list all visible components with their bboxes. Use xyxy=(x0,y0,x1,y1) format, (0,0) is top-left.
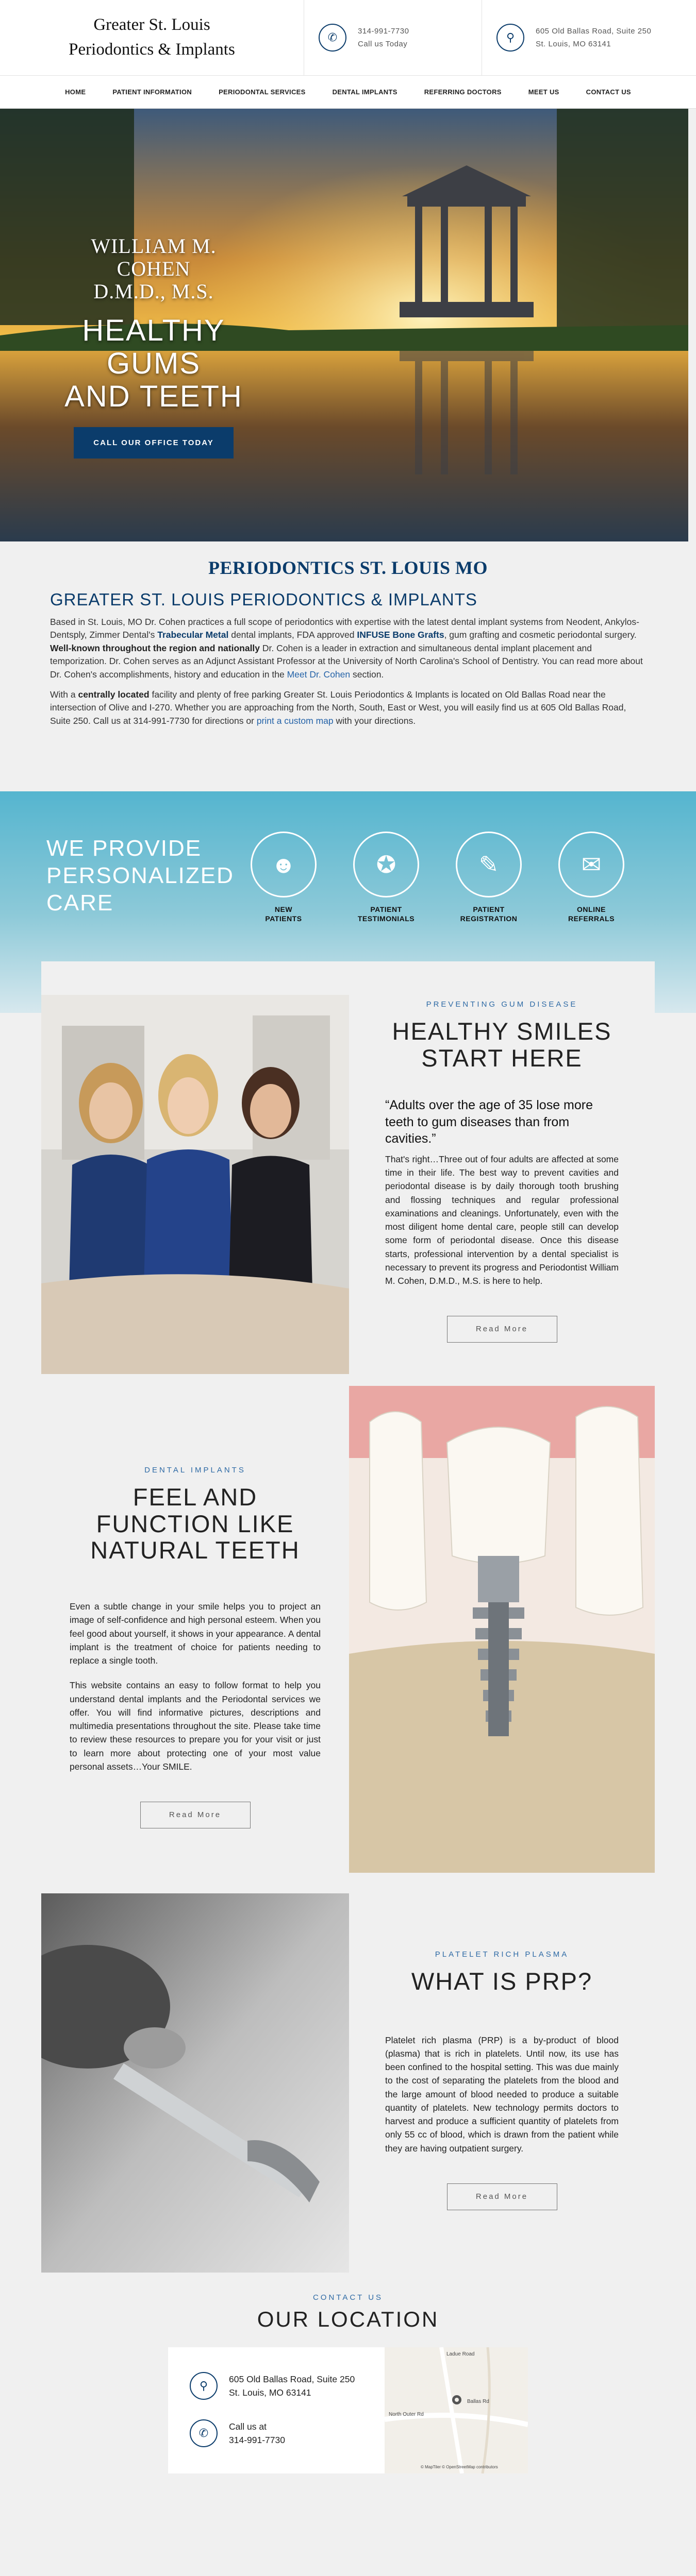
logo-line1: Greater St. Louis xyxy=(93,15,210,35)
new-patient-icon: ☻ xyxy=(251,832,317,897)
gum-kicker: PREVENTING GUM DISEASE xyxy=(426,1000,578,1009)
implants-heading-line1: FEEL AND xyxy=(132,1483,258,1511)
implants-body-2: This website contains an easy to follow format to help you understand dental implants and the Periodontal services we offer. You will find informative pictures, descriptions and multimedia presentations throughout the site. Please take time to review these resources to prepare you for your visit or just to learn more about protecting one of your most value personal assets…Your SMILE. xyxy=(70,1680,321,1772)
print-custom-map-link[interactable]: print a custom map xyxy=(256,715,334,726)
location-call-label: Call us at xyxy=(229,2421,267,2432)
gum-disease-feature xyxy=(41,995,655,1374)
location-kicker: CONTACT US xyxy=(312,2293,384,2302)
dental-instrument-photo xyxy=(41,1893,349,2273)
intro-paragraph-1: Based in St. Louis, MO Dr. Cohen practices a full scope of periodontics with expertise with the latest dental implant systems from Neodent, Ankylos-Dentsply, Zimmer Dental's Trabecular Metal dental implants, FDA approved INFUSE Bone Grafts, gum grafting and cosmetic periodontal surgery. Well-known throughout the region and nationally Dr. Cohen is a leader in extraction and simultaneous dental implant placement and temporization. Dr. Cohen serves as an Adjunct Assistant Professor at the University of North Carolina's School of Dentistry. You can read more about Dr. Cohen's accomplishments, history and education in the Meet Dr. Cohen section. xyxy=(50,617,643,680)
intro-subtitle: GREATER ST. LOUIS PERIODONTICS & IMPLANTS xyxy=(50,590,477,609)
service-online-referrals[interactable]: ✉ ONLINE REFERRALS xyxy=(553,832,630,923)
location-map[interactable] xyxy=(385,2347,528,2473)
registration-form-icon: ✎ xyxy=(456,832,522,897)
prp-kicker: PLATELET RICH PLASMA xyxy=(435,1950,569,1959)
gum-heading-line1: HEALTHY SMILES xyxy=(392,1018,612,1045)
intro-paragraph-2: With a centrally located facility and plenty of free parking Greater St. Louis Periodontics & Implants is located on Old Ballas Road near the intersection of Olive and I-270. Whether you are approaching from the North, South, East or West, you will easily find us at 605 Old Ballas Road, Suite 250. Call us at 314-991-7730 for directions or print a custom map with your directions. xyxy=(50,689,626,726)
hero-doctor-name: WILLIAM M. COHEN xyxy=(91,234,217,280)
intro-section xyxy=(0,541,696,791)
hero-doctor-credentials: D.M.D., M.S. xyxy=(93,280,214,303)
call-office-button[interactable]: CALL OUR OFFICE TODAY xyxy=(74,427,233,459)
nav-patient-information[interactable]: PATIENT INFORMATION xyxy=(112,88,192,96)
trabecular-metal-link[interactable]: Trabecular Metal xyxy=(157,630,229,640)
hero-tagline-line1: HEALTHY GUMS xyxy=(82,314,225,380)
map-label-ballas: Ballas Rd xyxy=(467,2399,489,2404)
site-header xyxy=(0,0,696,76)
service-patient-testimonials[interactable]: ✪ PATIENT TESTIMONIALS xyxy=(347,832,425,923)
logo-line2: Periodontics & Implants xyxy=(69,40,235,59)
implants-kicker: DENTAL IMPLANTS xyxy=(144,1466,246,1475)
gum-heading-line2: START HERE xyxy=(421,1044,583,1072)
nav-periodontal-services[interactable]: PERIODONTAL SERVICES xyxy=(219,88,306,96)
gum-read-more-button[interactable]: Read More xyxy=(447,1316,557,1343)
implants-read-more-button[interactable]: Read More xyxy=(140,1802,251,1828)
nav-contact-us[interactable]: CONTACT US xyxy=(586,88,631,96)
hero-tagline-line2: AND TEETH xyxy=(64,379,243,413)
infuse-bone-grafts-link[interactable]: INFUSE Bone Grafts xyxy=(357,630,444,640)
header-address[interactable] xyxy=(482,0,693,75)
location-phone[interactable] xyxy=(190,2419,385,2447)
site-logo[interactable] xyxy=(0,0,304,75)
nav-dental-implants[interactable]: DENTAL IMPLANTS xyxy=(332,88,397,96)
dental-implants-feature xyxy=(41,1409,655,1893)
header-phone[interactable] xyxy=(304,0,482,75)
phone-icon: ✆ xyxy=(319,24,346,52)
prp-body: Platelet rich plasma (PRP) is a by-product of blood (plasma) that is rich in platelets. Until now, its use has been confined to the hospital setting. This was due mainly to the cost of separating the platelets from the blood and the large amount of blood needed to produce a suitable quantity of platelets. New technology permits doctors to harvest and produce a sufficient quantity of platelets from only 55 cc of blood, which is drawn from the patient while they are having outpatient surgery. xyxy=(385,2035,619,2154)
page-title: PERIODONTICS ST. LOUIS MO xyxy=(208,557,488,578)
services-title: WE PROVIDE PERSONALIZED CARE xyxy=(46,836,234,916)
prp-heading: WHAT IS PRP? xyxy=(411,1968,593,1995)
nav-home[interactable]: HOME xyxy=(65,88,86,96)
map-label-ladue: Ladue Road xyxy=(446,2351,475,2357)
map-label-north-outer: North Outer Rd xyxy=(389,2412,424,2417)
location-card xyxy=(168,2347,528,2473)
tooth-referral-icon: ✉ xyxy=(558,832,624,897)
location-address[interactable] xyxy=(190,2372,385,2400)
location-section xyxy=(0,2273,696,2473)
implants-heading-line2: FUNCTION LIKE xyxy=(96,1510,294,1537)
implants-body-1: Even a subtle change in your smile helps you to project an image of self-confidence and high personal esteem. When you feel good about yourself, it shows in your appearance. A dental implant is the treatment of choice for patients needing to replace a single tooth. xyxy=(70,1601,321,1666)
location-pin-icon: ⚲ xyxy=(190,2372,218,2400)
phone-number: 314-991-7730 xyxy=(358,26,409,36)
gum-body: That's right…Three out of four adults are affected at some time in their life. The best way to prevent cavities and periodontal disease is by daily thorough tooth brushing and flossing techniques and regular professional examinations and cleanings. Unfortunately, even with the most diligent home dental care, people still can develop some form of periodontal disease. Once this disease starts, professional intervention by a dental specialist is necessary to prevent its progress and Periodontist William M. Cohen, D.M.D., M.S. is here to help. xyxy=(385,1154,619,1286)
service-new-patients[interactable]: ☻ NEW PATIENTS xyxy=(245,832,322,923)
prp-feature xyxy=(41,1893,655,2273)
meet-dr-cohen-link[interactable]: Meet Dr. Cohen xyxy=(287,669,351,680)
main-nav xyxy=(0,76,696,109)
address-line2: St. Louis, MO 63141 xyxy=(536,40,611,48)
service-patient-registration[interactable]: ✎ PATIENT REGISTRATION xyxy=(450,832,527,923)
prp-read-more-button[interactable]: Read More xyxy=(447,2183,557,2210)
location-heading: OUR LOCATION xyxy=(257,2307,439,2331)
award-ribbon-icon: ✪ xyxy=(353,832,419,897)
features-container xyxy=(41,961,655,2273)
gum-quote: “Adults over the age of 35 lose more teeth to gum diseases than from cavities.” xyxy=(385,1098,593,1146)
nav-meet-us[interactable]: MEET US xyxy=(528,88,559,96)
location-address-line1: 605 Old Ballas Road, Suite 250 xyxy=(229,2374,355,2384)
dental-implant-illustration xyxy=(349,1386,655,1873)
phone-cta: Call us Today xyxy=(358,40,408,48)
map-credit: © MapTiler © OpenStreetMap contributors xyxy=(421,2465,498,2469)
phone-icon: ✆ xyxy=(190,2419,218,2447)
location-pin-icon: ⚲ xyxy=(496,24,524,52)
hero-banner xyxy=(0,109,696,541)
location-address-line2: St. Louis, MO 63141 xyxy=(229,2387,311,2398)
page-footer-space xyxy=(0,2473,696,2576)
address-line1: 605 Old Ballas Road, Suite 250 xyxy=(536,26,652,36)
implants-heading-line3: NATURAL TEETH xyxy=(90,1536,300,1564)
location-phone-number: 314-991-7730 xyxy=(229,2435,285,2445)
nav-referring-doctors[interactable]: REFERRING DOCTORS xyxy=(424,88,502,96)
dental-team-photo xyxy=(41,995,349,1374)
